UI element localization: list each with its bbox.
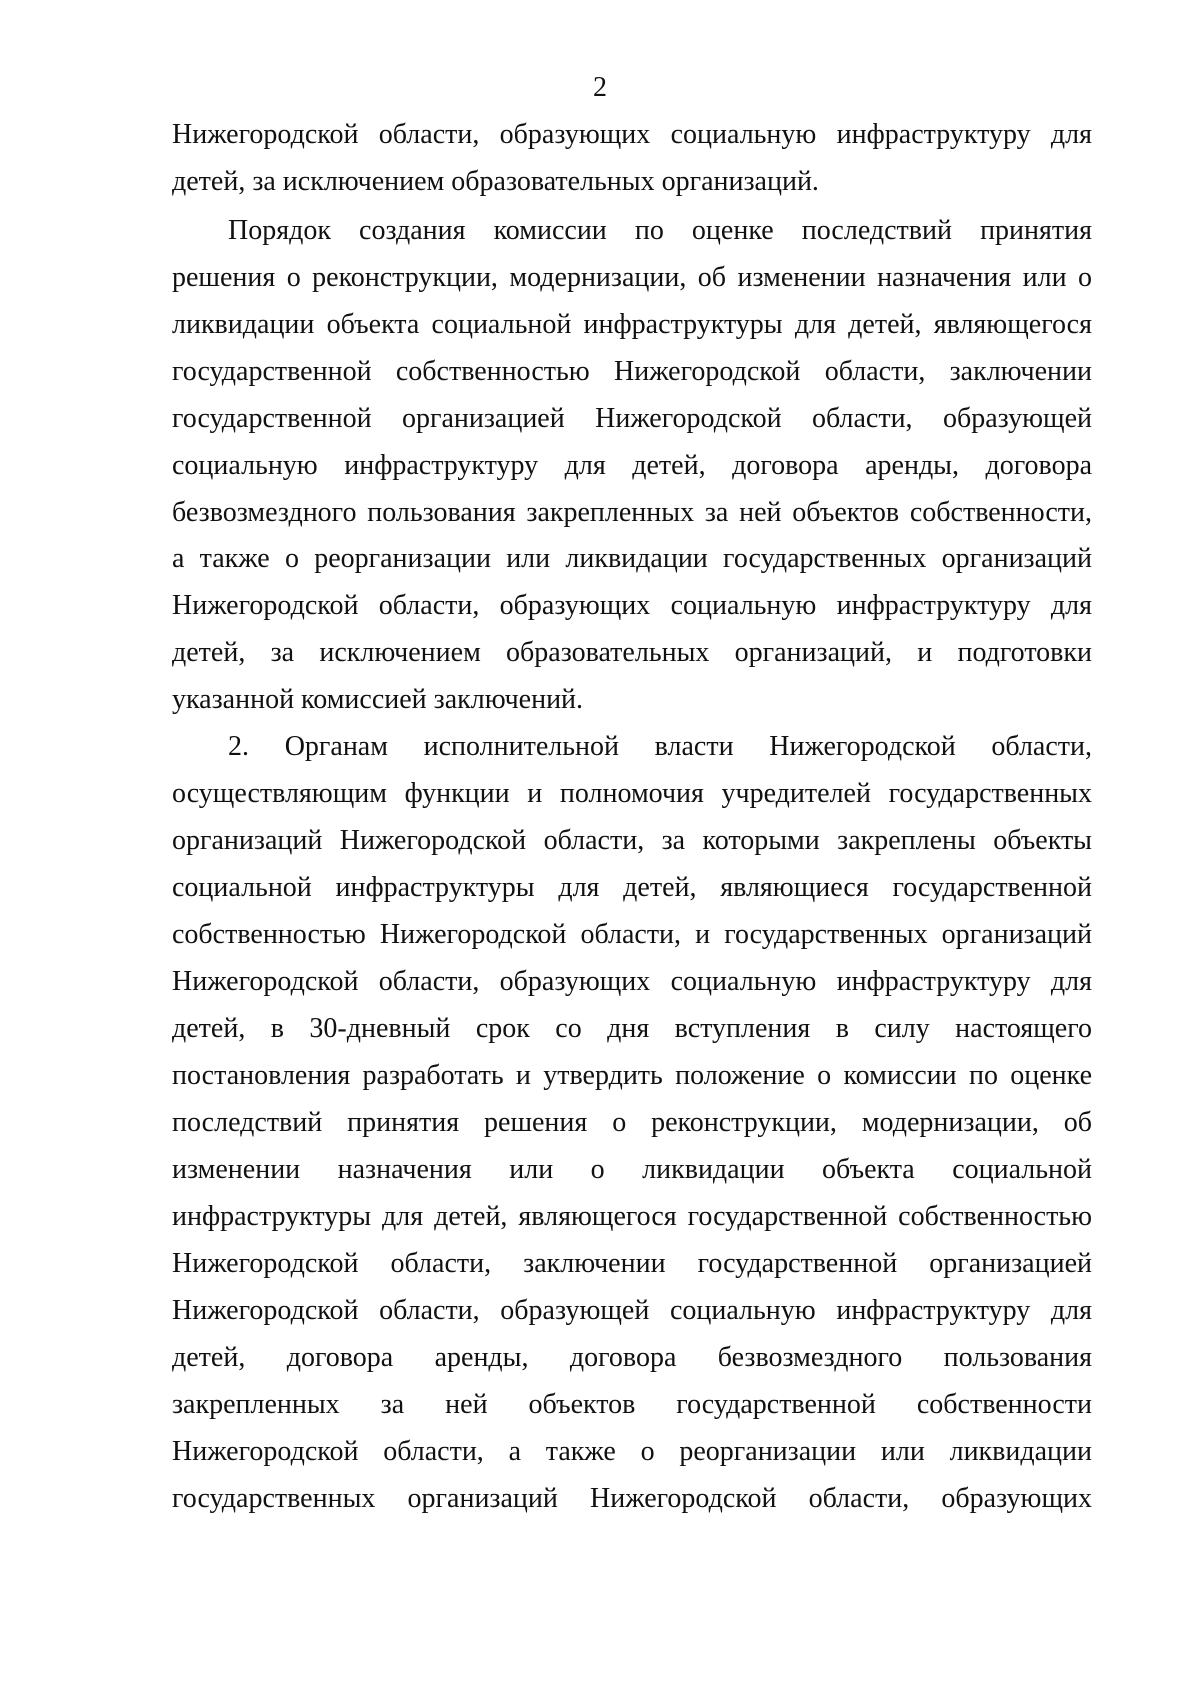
text-line: постановления разработать и утвердить положение о комиссии по оценке <box>172 1060 1092 1091</box>
text-line: закрепленных за ней объектов государственной собственности <box>172 1389 1092 1420</box>
text-line: детей, за исключением образовательных организаций, и подготовки <box>172 637 1092 668</box>
text-line: Нижегородской области, образующей социальную инфраструктуру для <box>172 1295 1092 1326</box>
text-line: указанной комиссией заключений. <box>172 684 584 715</box>
text-line: а также о реорганизации или ликвидации государственных организаций <box>172 543 1092 574</box>
text-line: Нижегородской области, заключении государственной организацией <box>172 1248 1092 1279</box>
text-line: государственной организацией Нижегородской области, образующей <box>172 403 1092 434</box>
text-line: решения о реконструкции, модернизации, об изменении назначения или о <box>172 262 1092 293</box>
text-line: социальную инфраструктуру для детей, договора аренды, договора <box>172 450 1092 481</box>
text-line: последствий принятия решения о реконструкции, модернизации, об <box>172 1107 1092 1138</box>
text-line: 2. Органам исполнительной власти Нижегородской области, <box>228 731 1092 762</box>
text-line: социальной инфраструктуры для детей, являющиеся государственной <box>172 872 1092 903</box>
text-line: детей, в 30-дневный срок со дня вступления в силу настоящего <box>172 1013 1092 1044</box>
text-line: ликвидации объекта социальной инфраструктуры для детей, являющегося <box>172 309 1092 340</box>
text-line: организаций Нижегородской области, за которыми закреплены объекты <box>172 825 1092 856</box>
text-line: детей, договора аренды, договора безвозмездного пользования <box>172 1342 1092 1373</box>
text-line: безвозмездного пользования закрепленных за ней объектов собственности, <box>172 497 1092 528</box>
text-line: государственных организаций Нижегородской области, образующих <box>172 1483 1092 1514</box>
text-line: Нижегородской области, образующих социальную инфраструктуру для <box>172 966 1092 997</box>
text-line: государственной собственностью Нижегородской области, заключении <box>172 356 1092 387</box>
text-line: Нижегородской области, а также о реорганизации или ликвидации <box>172 1436 1092 1467</box>
text-line: детей, за исключением образовательных организаций. <box>172 166 819 197</box>
text-line: Нижегородской области, образующих социальную инфраструктуру для <box>172 590 1092 621</box>
text-line: Нижегородской области, образующих социальную инфраструктуру для <box>172 119 1092 150</box>
text-line: изменении назначения или о ликвидации объекта социальной <box>172 1154 1092 1185</box>
text-line: Порядок создания комиссии по оценке последствий принятия <box>228 215 1092 246</box>
text-line: инфраструктуры для детей, являющегося государственной собственностью <box>172 1201 1092 1232</box>
text-line: собственностью Нижегородской области, и государственных организаций <box>172 919 1092 950</box>
text-line: осуществляющим функции и полномочия учредителей государственных <box>172 778 1092 809</box>
page-number: 2 <box>593 72 607 103</box>
